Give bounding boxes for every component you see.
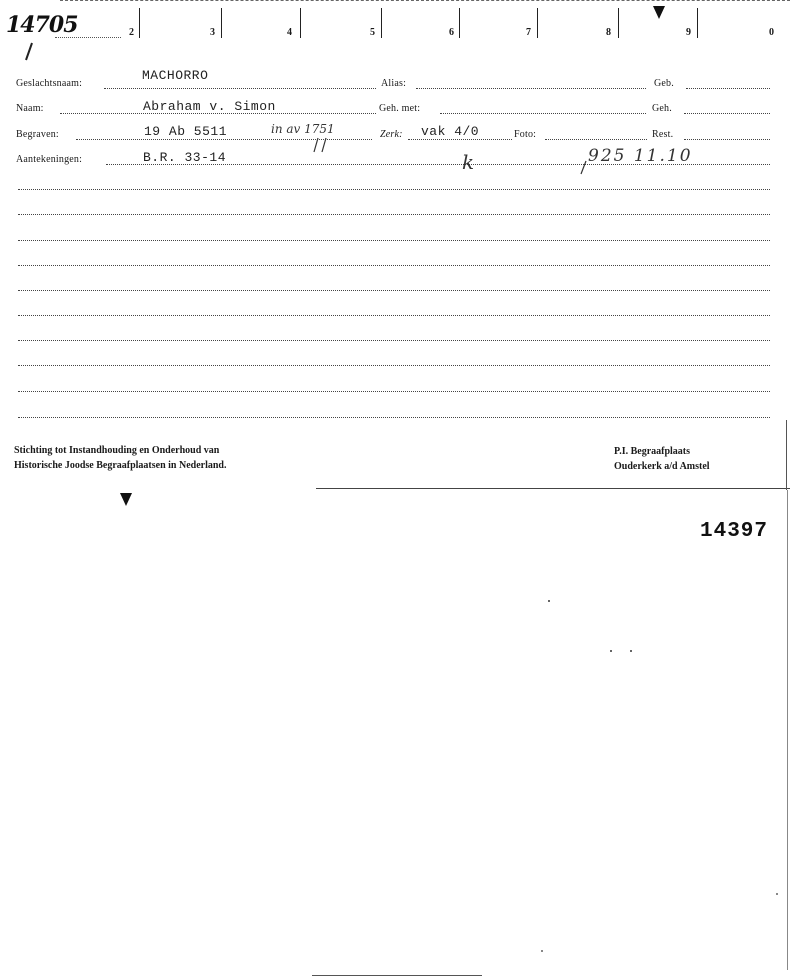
foundation-line-2: Historische Joodse Begraafplaatsen in Nederland. xyxy=(14,460,227,471)
ruler-number: 9 xyxy=(686,27,691,38)
photo-label: Foto: xyxy=(514,129,537,140)
ruler-number: 5 xyxy=(370,27,375,38)
ruler-number: 7 xyxy=(526,27,531,38)
restoration-label: Rest. xyxy=(652,129,674,140)
foundation-footer xyxy=(14,443,227,473)
notes-value: B.R. 33-14 xyxy=(143,150,227,165)
name-value: Abraham v. Simon xyxy=(143,99,276,114)
card-number-underline xyxy=(55,37,121,38)
tombstone-label: Zerk: xyxy=(380,129,403,140)
cemetery-footer xyxy=(614,444,710,474)
stamp-number: 14397 xyxy=(700,520,769,543)
cemetery-line-1: P.I. Begraafplaats xyxy=(614,446,691,457)
ruler-number: 2 xyxy=(129,27,134,38)
hand-slash-marks xyxy=(310,136,330,156)
ruler-number: 8 xyxy=(606,27,611,38)
card-bottom-edge xyxy=(316,488,790,489)
hand-stroke xyxy=(578,160,590,176)
buried-label: Begraven: xyxy=(16,129,59,140)
ruler-number: 6 xyxy=(449,27,454,38)
ruler-number: 0 xyxy=(769,27,774,38)
handwritten-card-number: 14705 xyxy=(6,12,78,38)
cemetery-line-2: Ouderkerk a/d Amstel xyxy=(614,461,710,472)
speck xyxy=(541,950,543,952)
married-to-label: Geh. met: xyxy=(379,103,421,114)
alias-label: Alias: xyxy=(381,78,407,89)
name-label: Naam: xyxy=(16,103,44,114)
card-right-edge xyxy=(786,420,787,490)
buried-value: 19 Ab 5511 xyxy=(144,124,228,139)
foundation-line-1: Stichting tot Instandhouding en Onderhoud van xyxy=(14,445,220,456)
ruler-marker-icon xyxy=(653,6,665,19)
ruler-number: 4 xyxy=(287,27,292,38)
notes-handwritten-ref: 925 11.10 xyxy=(588,146,693,166)
birth-label: Geb. xyxy=(654,78,674,89)
tombstone-value: vak 4/0 xyxy=(421,124,480,139)
ruler-number: 3 xyxy=(210,27,215,38)
scan-bottom-line xyxy=(312,975,482,976)
scan-right-edge xyxy=(787,490,788,970)
surname-value: MACHORRO xyxy=(142,68,209,83)
speck xyxy=(610,650,612,652)
hand-tick-mark xyxy=(22,42,34,62)
buried-handwritten: in av 1751 xyxy=(271,122,335,136)
top-ruler xyxy=(0,0,790,42)
notes-handwritten-mark: k xyxy=(462,150,475,174)
notes-label: Aantekeningen: xyxy=(16,154,83,165)
married-label: Geh. xyxy=(652,103,672,114)
speck xyxy=(548,600,550,602)
speck xyxy=(630,650,632,652)
speck xyxy=(776,893,778,895)
lower-marker-icon xyxy=(120,493,132,506)
surname-label: Geslachtsnaam: xyxy=(16,78,83,89)
